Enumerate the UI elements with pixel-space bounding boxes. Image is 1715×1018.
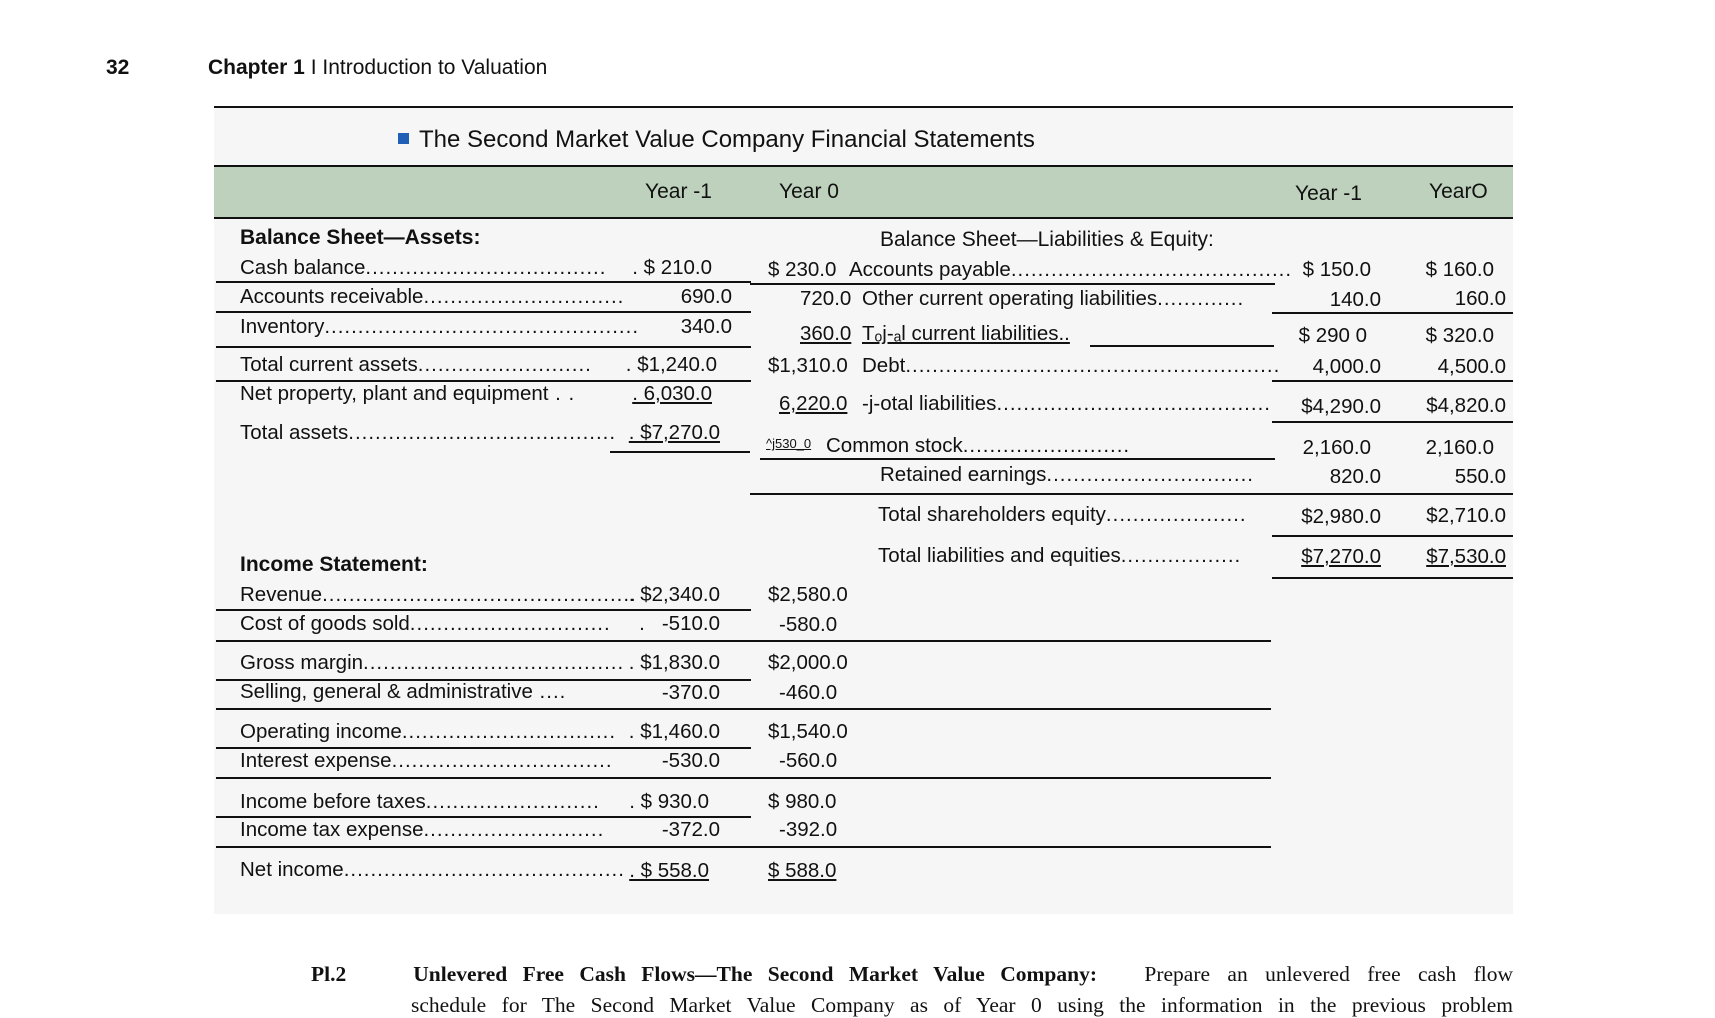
asset-label-inventory: Inventory............................................... [240, 315, 640, 338]
liab-label-cs: Common stock......................... [826, 434, 1131, 457]
row-rule [216, 640, 1271, 642]
liab-y1-re: 820.0 [1329, 465, 1381, 488]
income-label-interest: Interest expense................................. [240, 749, 613, 772]
row-rule [1272, 421, 1513, 423]
income-y0-cogs: -580.0 [779, 613, 838, 636]
liab-label-debt: Debt........................................................ [862, 354, 1281, 377]
asset-label-ppe: Net property, plant and equipment . . [240, 382, 576, 405]
liab-left-value-cs: ^j530_0 [766, 436, 812, 451]
chapter-label: Chapter 1 [208, 56, 305, 79]
liab-y1-cs: 2,160.0 [1302, 436, 1371, 459]
liab-y0-cs: 2,160.0 [1425, 436, 1494, 459]
row-rule [750, 283, 1275, 285]
liab-y0-tl: $4,820.0 [1426, 394, 1506, 417]
col-header-left-year-minus1: Year -1 [645, 180, 712, 203]
tcl-rule [1090, 345, 1274, 347]
income-y0-operating: $1,540.0 [768, 720, 848, 743]
liab-y0-tle: $7,530.0 [1426, 545, 1506, 568]
liab-left-value-ap: $ 230.0 [768, 258, 837, 281]
income-label-ebt: Income before taxes.......................... [240, 790, 600, 813]
income-y1-operating: . $1,460.0 [628, 720, 720, 743]
liab-y1-tl: $4,290.0 [1301, 395, 1381, 418]
col-header-right-year0: YearO [1429, 180, 1488, 203]
liab-y0-debt: 4,500.0 [1437, 355, 1506, 378]
liab-left-value-tl: 6,220.0 [779, 392, 848, 415]
liab-y0-tse: $2,710.0 [1426, 504, 1506, 527]
liab-y1-tcl: $ 290 0 [1298, 324, 1367, 347]
income-y1-ebt: . $ 930.0 [629, 790, 709, 813]
liab-y1-debt: 4,000.0 [1312, 355, 1381, 378]
liab-y1-ocl: 140.0 [1329, 288, 1381, 311]
asset-value-ar: 690.0 [680, 285, 732, 308]
income-y1-gross-margin: . $1,830.0 [628, 651, 720, 674]
liab-label-tcl: Tₒj-ₐl current liabilities.. [862, 322, 1070, 345]
income-y0-gross-margin: $2,000.0 [768, 651, 848, 674]
total-assets-rule [610, 451, 750, 453]
asset-value-total-current: . $1,240.0 [625, 353, 717, 376]
liab-y0-re: 550.0 [1454, 465, 1506, 488]
asset-value-ppe: . 6,030.0 [632, 382, 712, 405]
liab-y0-ocl: 160.0 [1454, 287, 1506, 310]
square-bullet-icon [398, 133, 409, 144]
problem-line-1 [311, 962, 1513, 987]
assets-heading: Balance Sheet—Assets: [240, 226, 481, 249]
liab-label-tle: Total liabilities and equities.................. [878, 544, 1242, 567]
col-header-right-year-minus1: Year -1 [1295, 182, 1362, 205]
liab-y0-tcl: $ 320.0 [1425, 324, 1494, 347]
liab-label-ocl: Other current operating liabilities............. [862, 287, 1245, 310]
problem-lead [311, 962, 1097, 987]
liab-label-tse: Total shareholders equity..................... [878, 503, 1247, 526]
row-rule [216, 346, 751, 348]
income-y0-sga: -460.0 [779, 681, 838, 704]
row-rule [1272, 312, 1513, 314]
row-rule [216, 281, 751, 283]
income-label-gross-margin: Gross margin....................................... [240, 651, 625, 674]
income-y0-ebt: $ 980.0 [768, 790, 837, 813]
asset-label-ar: Accounts receivable.............................. [240, 285, 625, 308]
liab-left-value-ocl: 720.0 [800, 287, 852, 310]
top-rule [214, 106, 1513, 108]
asset-label-total-assets: Total assets........................................ [240, 421, 617, 444]
row-rule [216, 311, 751, 313]
income-y0-revenue: $2,580.0 [768, 583, 848, 606]
asset-value-cash: . $ 210.0 [632, 256, 712, 279]
problem-line1-rest: Prepare an unlevered free cash flow [1144, 962, 1513, 986]
table-title-text: The Second Market Value Company Financial Statements [419, 126, 1035, 153]
row-rule [216, 846, 1271, 848]
income-label-cogs: Cost of goods sold.............................. [240, 612, 611, 635]
liab-label-re: Retained earnings............................... [880, 463, 1254, 486]
row-rule [1272, 577, 1513, 579]
col-header-left-year0: Year 0 [779, 180, 839, 203]
liab-y1-tse: $2,980.0 [1301, 505, 1381, 528]
problem-number: Pl.2 [311, 962, 347, 986]
liabilities-heading: Balance Sheet—Liabilities & Equity: [880, 228, 1214, 251]
income-y1-interest: -530.0 [661, 749, 720, 772]
income-label-revenue: Revenue............................................... [240, 583, 637, 606]
liab-label-tl: -j-otal liabilities......................................... [862, 392, 1271, 415]
income-y1-revenue: . $2,340.0 [628, 583, 720, 606]
liab-left-value-debt: $1,310.0 [768, 354, 848, 377]
income-y0-tax: -392.0 [779, 818, 838, 841]
income-label-operating: Operating income................................ [240, 720, 617, 743]
income-y1-cogs: . -510.0 [639, 612, 720, 635]
page-number: 32 [106, 56, 130, 79]
row-rule [216, 777, 1271, 779]
row-rule [1272, 535, 1513, 537]
liab-left-value-tcl: 360.0 [800, 322, 852, 345]
liab-y1-ap: $ 150.0 [1302, 258, 1371, 281]
income-y0-net: $ 588.0 [768, 859, 837, 882]
row-rule [750, 493, 1513, 495]
asset-value-inventory: 340.0 [680, 315, 732, 338]
liab-label-ap: Accounts payable.......................................... [849, 258, 1293, 281]
asset-label-cash: Cash balance.................................... [240, 256, 607, 279]
income-y1-sga: -370.0 [661, 681, 720, 704]
income-label-net: Net income.......................................... [240, 858, 625, 881]
common-stock-rule [760, 458, 1275, 460]
chapter-separator: I [304, 56, 323, 79]
asset-label-total-current: Total current assets.......................... [240, 353, 592, 376]
income-y1-tax: -372.0 [661, 818, 720, 841]
chapter-title: Introduction to Valuation [322, 56, 548, 79]
running-header [208, 56, 547, 80]
income-y1-net: . $ 558.0 [629, 859, 709, 882]
row-rule [216, 609, 751, 611]
asset-value-total-assets: . $7,270.0 [628, 421, 720, 444]
liab-y1-tle: $7,270.0 [1301, 545, 1381, 568]
income-y0-interest: -560.0 [779, 749, 838, 772]
row-rule [216, 708, 1271, 710]
row-rule [1272, 380, 1513, 382]
table-title [398, 126, 1035, 154]
problem-title: Unlevered Free Cash Flows—The Second Market Value Company: [413, 962, 1097, 986]
income-heading: Income Statement: [240, 553, 428, 576]
header-bottom-rule [214, 217, 1513, 219]
liab-y0-ap: $ 160.0 [1425, 258, 1494, 281]
income-label-tax: Income tax expense........................... [240, 818, 605, 841]
problem-line-2: schedule for The Second Market Value Company as of Year 0 using the information in the previous problem [411, 993, 1513, 1017]
income-label-sga: Selling, general & administrative .... [240, 680, 567, 703]
